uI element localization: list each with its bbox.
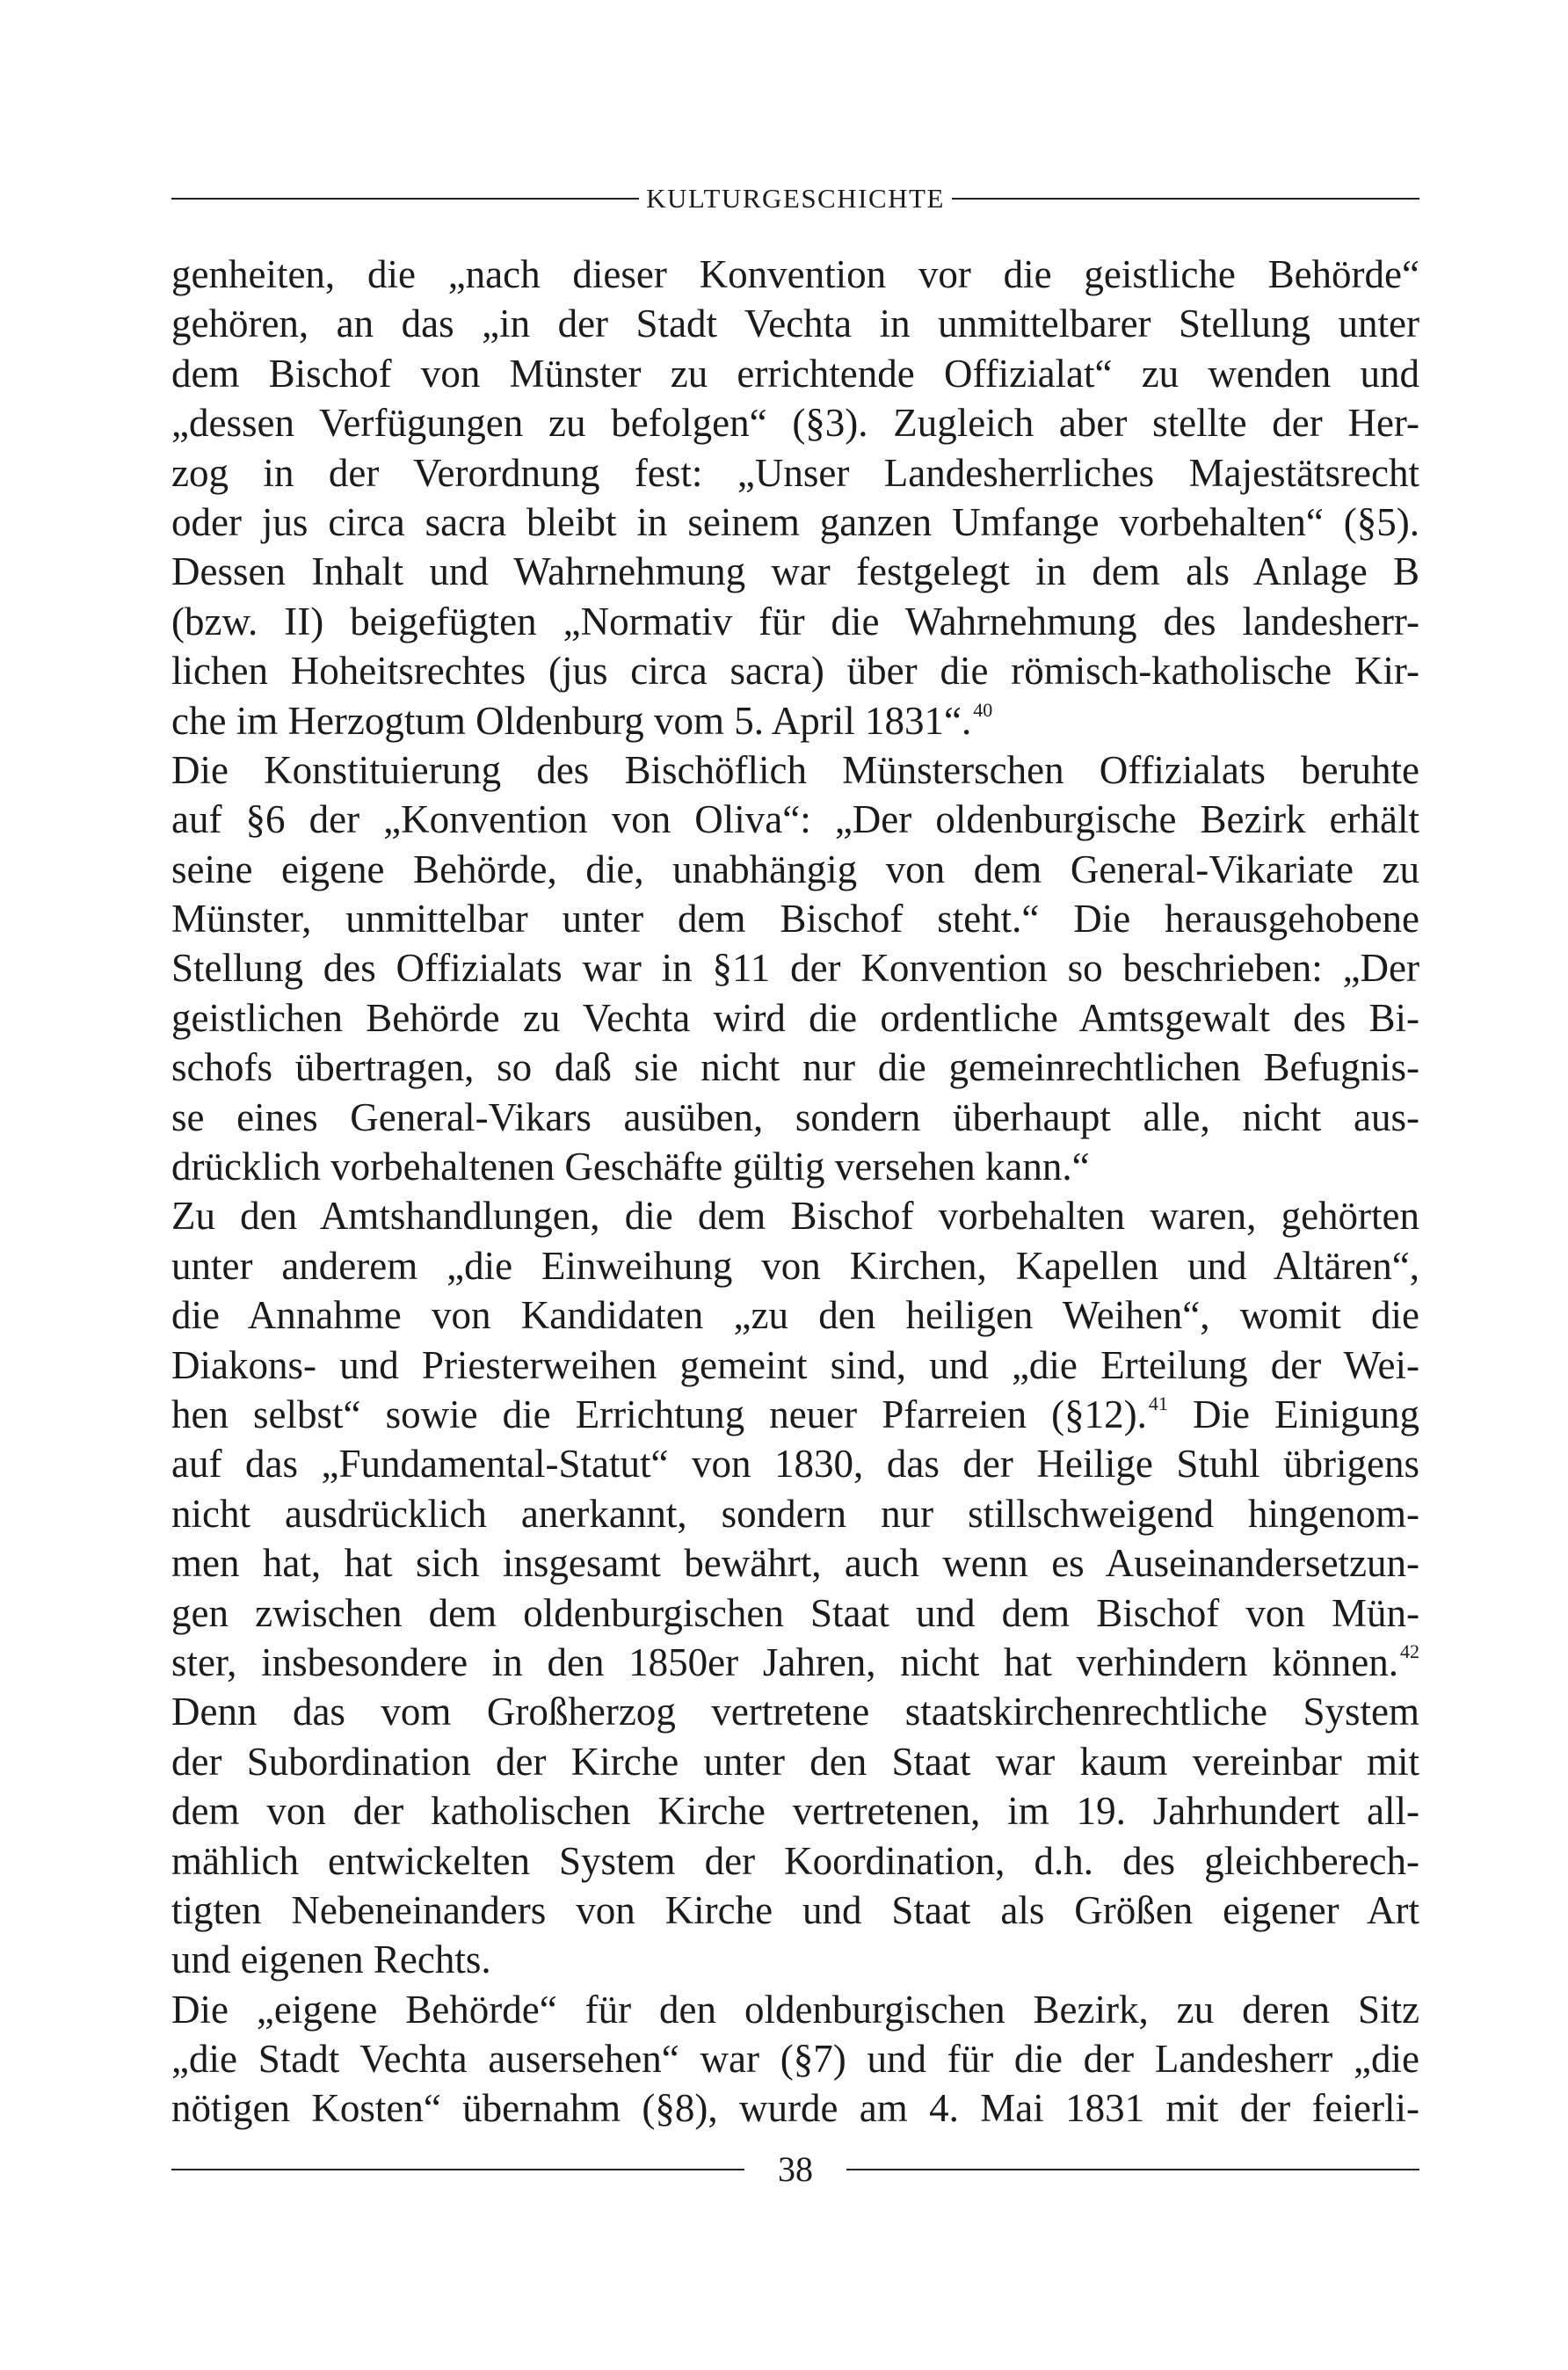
line-text: der Subordination der Kirche unter den Staat war kaum vereinbar mit [171,1739,1419,1784]
line-text: (bzw. II) beigefügten „Normativ für die Wahrnehmung des landesherr- [171,599,1419,643]
page-number: 38 [778,2149,813,2189]
line-text: genheiten, die „nach dieser Konvention vor die geistliche Behörde“ [171,252,1419,296]
footer-rule-right [846,2169,1419,2170]
line-text: dem von der katholischen Kirche vertretenen, im 19. Jahrhundert all- [171,1789,1419,1834]
line-text: Die „eigene Behörde“ für den oldenburgischen Bezirk, zu deren Sitz [171,1987,1419,2032]
text-line [171,696,1419,745]
text-line [171,547,1419,596]
text-line [171,646,1419,695]
line-text: hen selbst“ sowie die Errichtung neuer Pfarreien (§12). [171,1392,1147,1436]
text-line [171,1638,1419,1687]
line-text: die Annahme von Kandidaten „zu den heiligen Weihen“, womit die [171,1293,1419,1338]
text-line [171,349,1419,398]
line-text: nötigen Kosten“ übernahm (§8), wurde am 4. Mai 1831 mit der feierli- [171,2086,1419,2131]
text-line [171,795,1419,844]
text-line [171,1341,1419,1390]
text-line [171,1935,1419,1984]
line-text: geistlichen Behörde zu Vechta wird die ordentliche Amtsgewalt des Bi- [171,995,1419,1040]
line-text: unter anderem „die Einweihung von Kirchen, Kapellen und Altären“, [171,1243,1419,1288]
text-line [171,993,1419,1043]
text-line [171,250,1419,299]
line-text: und eigenen Rechts. [171,1937,491,1982]
text-line [171,1142,1419,1191]
line-text: Münster, unmittelbar unter dem Bischof steht.“ Die herausgehobene [171,897,1419,941]
line-text: lichen Hoheitsrechtes (jus circa sacra) über die römisch-katholische Kir- [171,649,1419,694]
text-line [171,1786,1419,1836]
footnote-marker: 42 [1400,1639,1419,1662]
text-line [171,1886,1419,1935]
line-text: Zu den Amtshandlungen, die dem Bischof vorbehalten waren, gehörten [171,1194,1419,1239]
text-line [171,1737,1419,1786]
footer-rule-left [171,2169,744,2170]
line-text: Denn das vom Großherzog vertretene staatskirchenrechtliche System [171,1690,1419,1734]
text-line [171,1241,1419,1290]
text-line [171,1588,1419,1638]
line-text: dem Bischof von Münster zu errichtende Offizialat“ zu wenden und [171,351,1419,396]
text-line [171,1489,1419,1538]
line-text: seine eigene Behörde, die, unabhängig von dem General-Vikariate zu [171,847,1419,891]
line-text: ster, insbesondere in den 1850er Jahren, nicht hat verhindern können. [171,1639,1398,1684]
line-text: „dessen Verfügungen zu befolgen“ (§3). Zugleich aber stellte der Her- [171,401,1419,446]
text-line [171,943,1419,992]
line-text: gen zwischen dem oldenburgischen Staat und dem Bischof von Mün- [171,1590,1419,1635]
text-line [171,1191,1419,1240]
text-line [171,1687,1419,1736]
line-text: Dessen Inhalt und Wahrnehmung war festgelegt in dem als Anlage B [171,549,1419,594]
text-line [171,498,1419,547]
text-line [171,845,1419,894]
text-line [171,745,1419,795]
footnote-marker: 41 [1148,1392,1168,1414]
line-text: drücklich vorbehaltenen Geschäfte gültig versehen kann.“ [171,1145,1090,1189]
text-line [171,1290,1419,1340]
line-text: Stellung des Offizialats war in §11 der Konvention so beschrieben: „Der [171,946,1419,991]
header-title: KULTURGESCHICHTE [646,183,945,214]
line-text: zog in der Verordnung fest: „Unser Landesherrliches Majestätsrecht [171,450,1419,495]
text-line [171,894,1419,943]
text-line [171,1836,1419,1886]
line-text: auf das „Fundamental-Statut“ von 1830, das der Heilige Stuhl übrigens [171,1442,1419,1487]
line-text: Die Konstituierung des Bischöflich Münsterschen Offizialats beruhte [171,747,1419,792]
line-text: „die Stadt Vechta ausersehen“ war (§7) und für die der Landesherr „die [171,2037,1419,2082]
text-line [171,2083,1419,2133]
line-text: auf §6 der „Konvention von Oliva“: „Der oldenburgische Bezirk erhält [171,797,1419,842]
header-rule-right [952,198,1419,200]
line-text: gehören, an das „in der Stadt Vechta in unmittelbarer Stellung unter [171,302,1419,346]
text-line [171,1390,1419,1439]
line-text: che im Herzogtum Oldenburg vom 5. April 1831“. [171,698,972,743]
line-text: oder jus circa sacra bleibt in seinem ganzen Umfange vorbehalten“ (§5). [171,499,1419,544]
footnote-marker: 40 [973,698,993,721]
text-line [171,448,1419,498]
text-line [171,597,1419,646]
line-text: Diakons- und Priesterweihen gemeint sind, und „die Erteilung der Wei- [171,1342,1419,1387]
line-text: mählich entwickelten System der Koordination, d.h. des gleichberech- [171,1838,1419,1883]
text-line [171,1538,1419,1588]
line-text-after: Die Einigung [1167,1392,1419,1436]
text-line [171,1093,1419,1142]
text-line [171,1439,1419,1488]
running-header [171,172,1419,225]
line-text: nicht ausdrücklich anerkannt, sondern nur stillschweigend hingenom- [171,1491,1419,1536]
text-line [171,398,1419,447]
line-text: men hat, hat sich insgesamt bewährt, auch wenn es Auseinandersetzun- [171,1541,1419,1586]
page-footer [171,2143,1419,2196]
text-line [171,299,1419,348]
line-text: schofs übertragen, so daß sie nicht nur die gemeinrechtlichen Befugnis- [171,1045,1419,1090]
text-line [171,1985,1419,2034]
body-text [171,250,1419,2134]
header-rule-left [171,198,639,200]
line-text: tigten Nebeneinanders von Kirche und Staat als Größen eigener Art [171,1887,1419,1932]
line-text: se eines General-Vikars ausüben, sondern überhaupt alle, nicht aus- [171,1094,1419,1139]
text-line [171,2034,1419,2083]
text-line [171,1043,1419,1092]
